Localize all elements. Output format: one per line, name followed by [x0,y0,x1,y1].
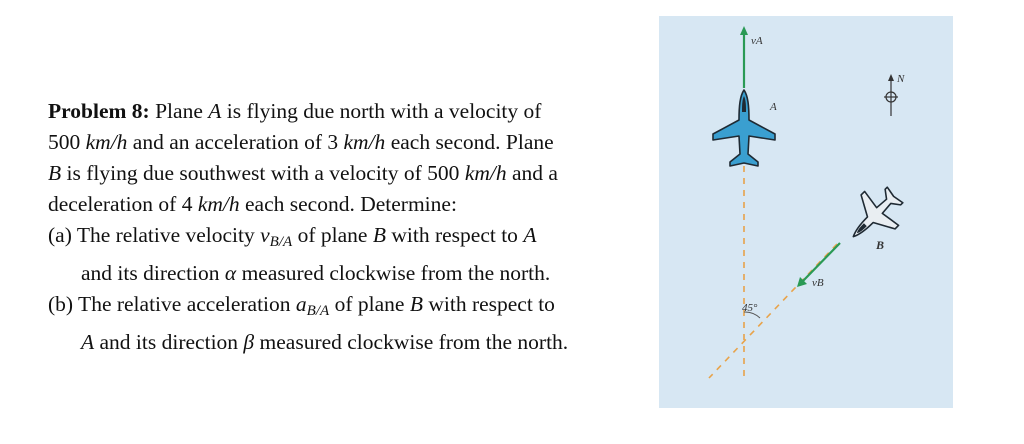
velocity-a-arrowhead [740,26,748,35]
plane-a-label: A [770,101,777,113]
part-a-line-1: (a) The relative velocity $v_{B/A}$ of plane B with respect to A [48,223,537,250]
problem-statement [48,96,648,358]
velocity-a-label: vA [751,35,763,47]
planes-diagram [659,16,953,408]
north-label: N [897,73,905,85]
problem-line-2: 500 km/h and an acceleration of 3 km/h each second. Plane [48,130,554,154]
problem-label: Problem 8: [48,99,150,123]
problem-line-1: Problem 8: Plane A is flying due north with a velocity of [48,99,542,123]
velocity-b-label: vB [812,277,824,289]
angle-label: 45° [742,302,758,314]
plane-b-label: B [876,238,885,252]
part-b-line-2: A and its direction β measured clockwise from the north. [81,329,569,354]
plane-a-icon [713,90,775,166]
part-a-line-2: and its direction α measured clockwise from the north. [81,260,551,285]
southwest-dashed-line [709,244,837,378]
part-b-line-1: (b) The relative acceleration $a_{B/A}$ of plane B with respect to [48,291,555,319]
north-indicator-icon [884,74,898,116]
problem-line-4: deceleration of 4 km/h each second. Determine: [48,192,457,216]
problem-line-3: B is flying due southwest with a velocity of 500 km/h and a [48,161,558,185]
planes-figure [659,16,953,408]
plane-b-icon [836,178,912,254]
